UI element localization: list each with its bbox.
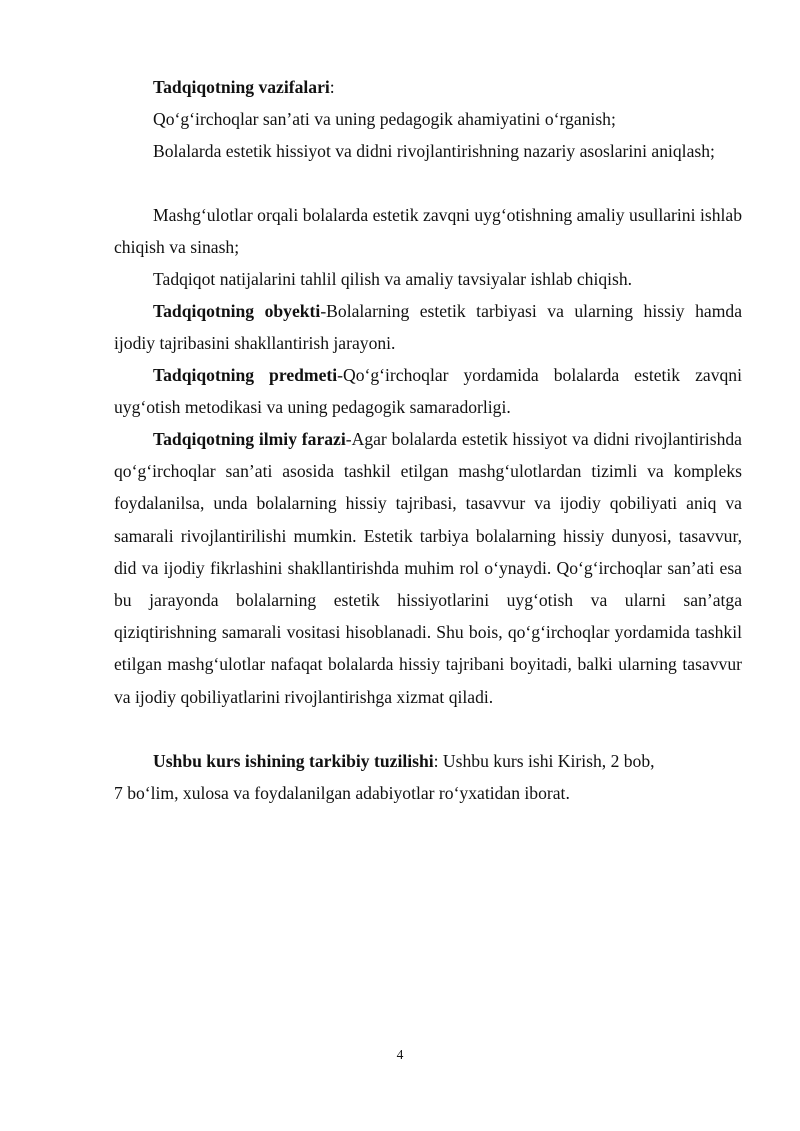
structure-text-line2: 7 bo‘lim, xulosa va foydalanilgan adabiyotlar ro‘yxatidan iborat. [114,783,570,804]
structure-label: Ushbu kurs ishining tarkibiy tuzilishi [153,751,434,771]
tasks-heading: Tadqiqotning vazifalari [153,77,330,97]
hypothesis-text: -Agar bolalarda estetik hissiyot va didni rivojlantirishda qo‘g‘irchoqlar san’ati asosida tashkil etilgan mashg‘ulotlardan tizimli va kompleks foydalanilsa, unda bolalarning hissiy tajribasi, tasavvur va ijodiy qobiliyati aniq va samarali rivojlantirilishi mumkin. Estetik tarbiya bolalarning hissiy dunyosi, tasavvur, did va ijodiy fikrlashini shakllantirishda muhim rol o‘ynaydi. Qo‘g‘irchoqlar san’ati esa bu jarayonda bolalarning estetik hissiyotlarini uyg‘otish va ularni san’atga qiziqtirishning samarali vositasi hisoblanadi. Shu bois, qo‘g‘irchoqlar yordamida tashkil etilgan mashg‘ulotlar nafaqat bolalarda hissiy tajribani boyitadi, balki ularning tasavvur va ijodiy qobiliyatlarini rivojlantirishga xizmat qiladi. [114,429,742,707]
research-subject-paragraph [114,359,742,423]
task-item-1: Qo‘g‘irchoqlar san’ati va uning pedagogik ahamiyatini o‘rganish; [153,109,616,129]
page-number: 4 [396,1047,404,1062]
hypothesis-label: Tadqiqotning ilmiy farazi [153,429,346,449]
task-item-3: Mashg‘ulotlar orqali bolalarda estetik zavqni uyg‘otishning amaliy usullarini ishlab chiqish va sinash; [114,205,742,258]
tasks-heading-paragraph [114,71,742,103]
structure-text-line1: : Ushbu kurs ishi Kirish, 2 bob, [433,751,655,771]
task-item-4: Tadqiqot natijalarini tahlil qilish va amaliy tavsiyalar ishlab chiqish. [153,269,633,289]
tasks-heading-colon: : [329,77,335,97]
research-subject-label: Tadqiqotning predmeti [153,365,338,385]
hypothesis-paragraph [114,423,742,713]
research-subject-text: -Qo‘g‘irchoqlar yordamida bolalarda estetik zavqni uyg‘otish metodikasi va uning pedagogik samaradorligi. [114,365,742,418]
research-object-paragraph [114,295,742,359]
research-object-text: -Bolalarning estetik tarbiyasi va ularning hissiy hamda ijodiy tajribasini shakllantirish jarayoni. [114,301,743,354]
research-object-label: Tadqiqotning obyekti [153,301,321,321]
structure-paragraph [114,745,742,809]
task-item-2: Bolalarda estetik hissiyot va didni rivojlantirishning nazariy asoslarini aniqlash; [153,141,715,161]
